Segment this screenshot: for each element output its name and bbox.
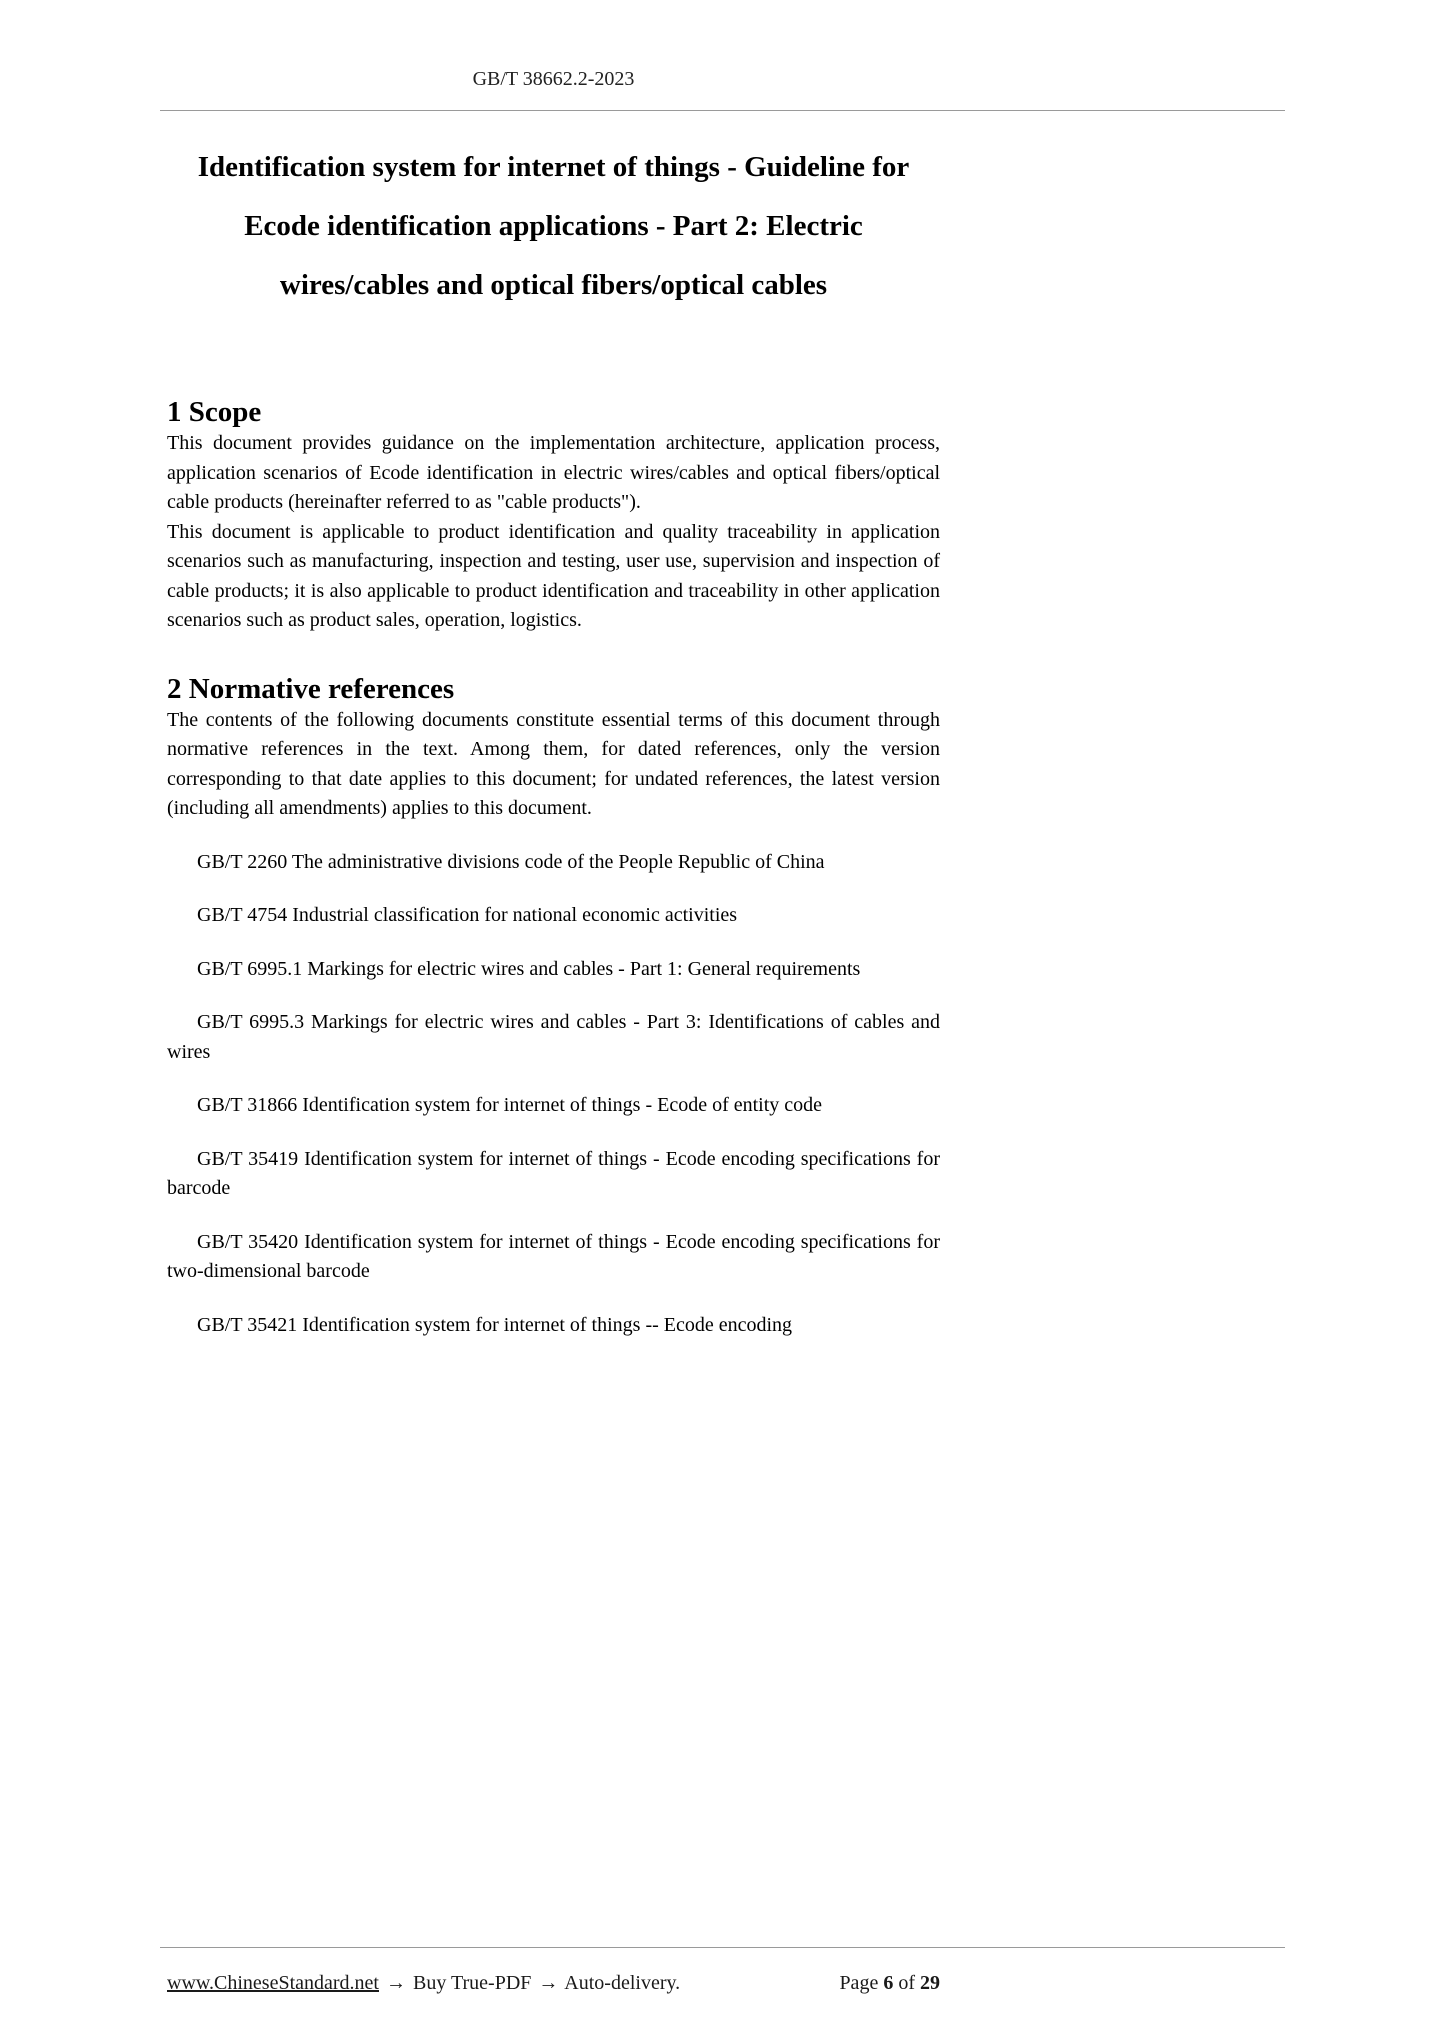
footer-delivery-text: Auto-delivery. [564,1972,681,1994]
doc-number: GB/T 38662.2-2023 [472,68,635,90]
reference-item: GB/T 6995.3 Markings for electric wires and cables - Part 3: Identifications of cables and wires [167,1011,940,1063]
footer-rule [160,1947,1285,1948]
reference-item: GB/T 2260 The administrative divisions code of the People Republic of China [197,850,825,873]
arrow-icon: → [386,1972,406,1994]
reference-item: GB/T 31866 Identification system for internet of things - Ecode of entity code [197,1094,823,1116]
page-label: Page [839,1972,879,1994]
section-heading-scope: 1 Scope [167,396,262,428]
footer-source [167,1968,680,1998]
reference-item: GB/T 35421 Identification system for internet of things -- Ecode encoding [197,1313,793,1336]
title-line: Identification system for internet of things - Guideline for [197,151,910,183]
document-content [167,130,940,1340]
reference-item: GB/T 35419 Identification system for internet of things - Ecode encoding specifications for barcode [167,1147,940,1199]
normative-intro-paragraph: The contents of the following documents constitute essential terms of this document through normative references in the text. Among them, for dated references, only the version corresponding to that date applies to this document; for undated references, the latest version (including all amendments) applies to this document. [167,708,940,819]
document-title [167,138,940,315]
header-rule [160,110,1285,111]
total-pages: 29 [920,1972,940,1994]
reference-item: GB/T 35420 Identification system for internet of things - Ecode encoding specifications for two-dimensional barcode [167,1230,940,1282]
of-label: of [898,1972,915,1994]
arrow-icon: → [538,1972,559,1994]
reference-item: GB/T 4754 Industrial classification for national economic activities [197,904,738,926]
title-line: Ecode identification applications - Part 2: Electric [244,210,863,242]
scope-paragraph: This document is applicable to product identification and quality traceability in application scenarios such as manufacturing, inspection and testing, user use, supervision and inspection of cable products; it is also applicable to product identification and traceability in other application scenarios such as product sales, operation, logistics. [167,520,940,631]
page-footer [167,1968,940,1998]
section-heading-normative-references: 2 Normative references [167,672,455,705]
reference-item: GB/T 6995.1 Markings for electric wires and cables - Part 1: General requirements [197,957,861,980]
page-number: 6 [883,1972,894,1994]
title-line: wires/cables and optical fibers/optical cables [279,269,828,301]
page-indicator [839,1968,940,1998]
scope-paragraph: This document provides guidance on the implementation architecture, application process, application scenarios of Ecode identification in electric wires/cables and optical fibers/optical cable products (hereinafter referred to as "cable products"). [167,432,940,513]
footer-link[interactable]: www.ChineseStandard.net [167,1972,379,1994]
footer-buy-text: Buy True-PDF [413,1972,532,1994]
